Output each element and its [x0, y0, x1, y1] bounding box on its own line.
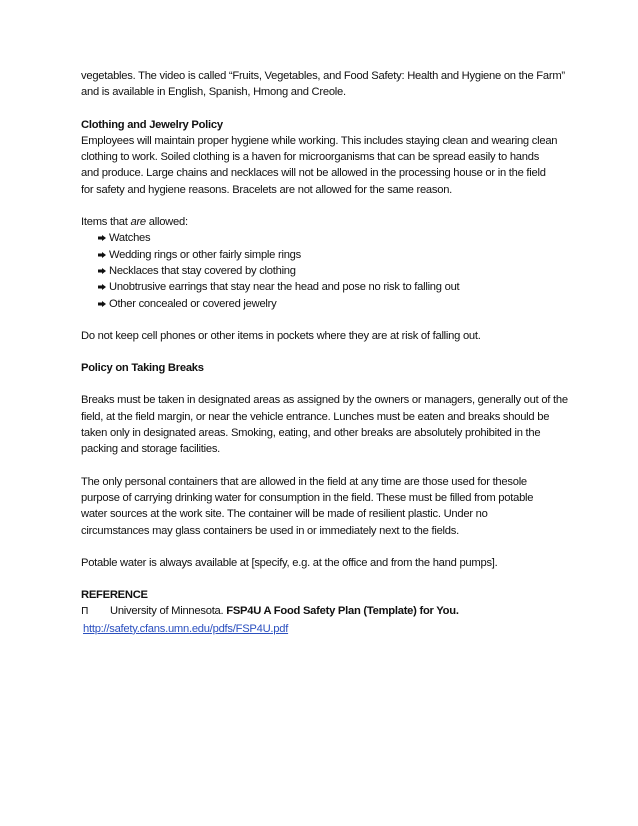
document-page	[81, 68, 568, 637]
reference-link[interactable]: http://safety.cfans.umn.edu/pdfs/FSP4U.pdf	[83, 622, 289, 635]
arrow-bullet-icon	[98, 284, 106, 290]
allowed-items-intro	[81, 214, 561, 230]
allowed-items-intro-after: allowed:	[145, 216, 188, 229]
pockets-paragraph	[81, 328, 561, 344]
reference-source: University of Minnesota.	[110, 605, 227, 618]
reference-section	[81, 587, 561, 637]
clothing-line: Employees will maintain proper hygiene while working. This includes staying clean and wearing clean	[81, 134, 558, 147]
arrow-bullet-icon	[98, 252, 106, 258]
list-item	[98, 279, 561, 295]
pockets-text: Do not keep cell phones or other items in pockets where they are at risk of falling out.	[81, 329, 481, 342]
reference-bullet-icon: Π	[81, 606, 89, 618]
list-item	[98, 230, 561, 246]
containers-line: The only personal containers that are allowed in the field at any time are those used for thesole	[81, 475, 527, 488]
arrow-bullet-icon	[98, 301, 106, 307]
potable-water-paragraph	[81, 555, 561, 571]
breaks-line: Breaks must be taken in designated areas as assigned by the owners or managers, generally out of the	[81, 394, 568, 407]
list-item-label: Other concealed or covered jewelry	[109, 297, 277, 310]
intro-line: and is available in English, Spanish, Hmong and Creole.	[81, 86, 346, 99]
clothing-heading: Clothing and Jewelry Policy	[81, 118, 223, 131]
clothing-line: and produce. Large chains and necklaces will not be allowed in the processing house or in the field	[81, 167, 546, 180]
breaks-paragraph-1	[81, 392, 568, 457]
clothing-section	[81, 117, 561, 198]
breaks-line: field, at the field margin, or near the vehicle entrance. Lunches must be eaten and breaks should be	[81, 410, 550, 423]
potable-water-text: Potable water is always available at [specify, e.g. at the office and from the hand pumps].	[81, 556, 498, 569]
allowed-items-intro-emphasis: are	[130, 216, 146, 229]
intro-line: vegetables. The video is called “Fruits, Vegetables, and Food Safety: Health and Hygiene on the Farm”	[81, 70, 565, 82]
arrow-bullet-icon	[98, 235, 106, 241]
arrow-bullet-icon	[98, 268, 106, 274]
clothing-line: clothing to work. Soiled clothing is a haven for microorganisms that can be spread easily to hands	[81, 151, 540, 164]
containers-line: purpose of carrying drinking water for consumption in the field. These must be filled from potable	[81, 491, 534, 504]
breaks-line: taken only in designated areas. Smoking, eating, and other breaks are absolutely prohibited in the	[81, 427, 541, 440]
reference-heading: REFERENCE	[81, 589, 148, 602]
reference-title: FSP4U A Food Safety Plan (Template) for You.	[226, 605, 459, 618]
breaks-heading-paragraph	[81, 360, 561, 376]
allowed-items-intro-before: Items that	[81, 216, 131, 229]
list-item-label: Wedding rings or other fairly simple rings	[109, 248, 301, 261]
list-item-label: Necklaces that stay covered by clothing	[109, 264, 296, 277]
list-item	[98, 263, 561, 279]
containers-line: water sources at the work site. The container will be made of resilient plastic. Under no	[81, 508, 488, 521]
clothing-line: for safety and hygiene reasons. Bracelets are not allowed for the same reason.	[81, 183, 453, 196]
intro-paragraph	[81, 68, 565, 101]
list-item	[98, 247, 561, 263]
allowed-items-list	[81, 230, 561, 311]
breaks-heading: Policy on Taking Breaks	[81, 362, 204, 375]
list-item	[98, 296, 561, 312]
breaks-line: packing and storage facilities.	[81, 443, 221, 456]
list-item-label: Watches	[109, 232, 151, 245]
list-item-label: Unobtrusive earrings that stay near the head and pose no risk to falling out	[109, 281, 460, 294]
breaks-paragraph-2	[81, 474, 561, 539]
containers-line: circumstances may glass containers be used in or immediately next to the fields.	[81, 524, 459, 537]
reference-entry	[81, 603, 561, 620]
